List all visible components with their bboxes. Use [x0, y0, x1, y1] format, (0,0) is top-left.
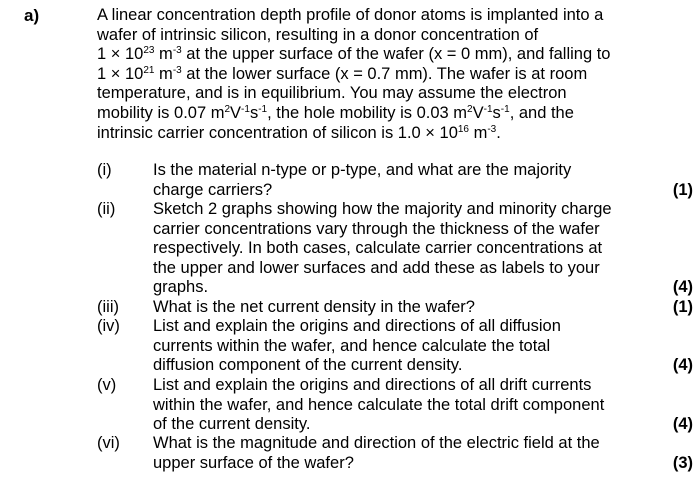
part-marks: (4): [672, 415, 693, 434]
part-line: carrier concentrations vary through the thickness of the wafer: [153, 219, 600, 238]
part-line: upper surface of the wafer?: [153, 453, 354, 472]
part-line: List and explain the origins and directions of all diffusion: [153, 317, 561, 335]
part-marks: (3): [672, 453, 693, 472]
part-text: [153, 376, 633, 435]
part-line: within the wafer, and hence calculate the total drift component: [153, 395, 605, 414]
intro-line: temperature, and is in equilibrium. You may assume the electron: [97, 84, 567, 103]
part-line: graphs.: [153, 278, 209, 297]
intro-line: wafer of intrinsic silicon, resulting in a donor concentration of: [97, 25, 539, 44]
part-line: What is the net current density in the wafer?: [153, 298, 475, 316]
part-line: currents within the wafer, and hence calculate the total: [153, 336, 551, 355]
question-label: a): [24, 6, 40, 25]
part-marks: (1): [672, 298, 693, 316]
intro-line: $1 \times 10^{23}$ $m^{-3}$ at the upper surface of the wafer (x = 0 mm), and falling to: [97, 45, 611, 64]
part-marks: (4): [672, 356, 693, 375]
part-line: charge carriers?: [153, 180, 273, 199]
part-line: Sketch 2 graphs showing how the majority and minority charge: [153, 200, 612, 218]
part-text: [153, 200, 633, 298]
part-marks: (4): [672, 278, 693, 297]
part-line: What is the magnitude and direction of the electric field at the: [153, 434, 600, 452]
intro-line: mobility is 0.07 $m^2V^{-1}s^{-1}$, the hole mobility is 0.03 $m^2V^{-1}s^{-1}$, and the: [97, 103, 574, 122]
part-number: (iv): [97, 317, 120, 335]
part-text: [153, 298, 633, 318]
part-text: [153, 317, 633, 376]
part-line: respectively. In both cases, calculate carrier concentrations at: [153, 239, 603, 258]
part-text: [153, 434, 633, 473]
part-line: List and explain the origins and directions of all drift currents: [153, 376, 592, 394]
part-number: (i): [97, 161, 112, 179]
part-number: (vi): [97, 434, 120, 452]
part-line: the upper and lower surfaces and add these as labels to your: [153, 258, 600, 277]
part-number: (v): [97, 376, 117, 394]
part-number: (iii): [97, 298, 119, 316]
part-line: Is the material n-type or p-type, and what are the majority: [153, 161, 572, 179]
part-line: diffusion component of the current density.: [153, 356, 463, 375]
part-text: [153, 161, 633, 200]
intro-line: intrinsic carrier concentration of silicon is $1.0 \times 10^{16}$ $m^{-3}$.: [97, 123, 501, 142]
part-number: (ii): [97, 200, 116, 218]
part-marks: (1): [672, 180, 693, 199]
question-intro: [97, 6, 657, 143]
intro-line: $1 \times 10^{21}$ $m^{-3}$ at the lower surface (x = 0.7 mm). The wafer is at room: [97, 64, 588, 83]
intro-line: A linear concentration depth profile of donor atoms is implanted into a: [97, 6, 604, 24]
part-line: of the current density.: [153, 415, 311, 434]
